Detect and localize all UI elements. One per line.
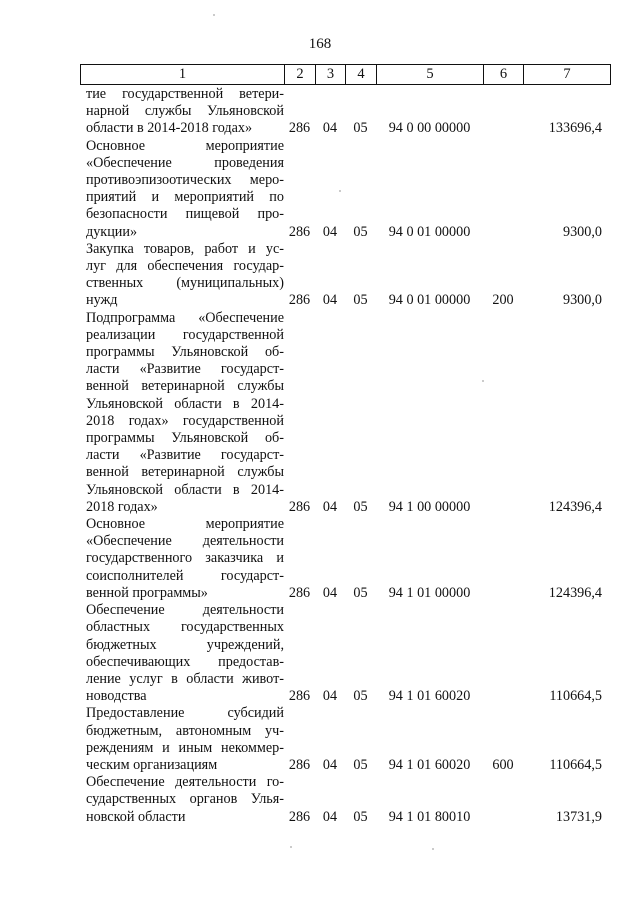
- code-section: 04: [322, 584, 338, 601]
- code-target-article: 94 0 01 00000: [388, 292, 471, 309]
- column-header-3: 3: [316, 65, 346, 85]
- description-line: бюджетным, автономным уч-: [86, 722, 284, 739]
- description-line: венной ветеринарной службы: [86, 378, 284, 395]
- code-section: 04: [322, 292, 338, 309]
- description-line: Обеспечение деятельности: [86, 602, 284, 619]
- description-line: сударственных органов Улья-: [86, 791, 284, 808]
- row-description: [80, 86, 284, 138]
- description-line: областных государственных: [86, 619, 284, 636]
- description-line: реждениям и иным некоммер-: [86, 739, 284, 756]
- amount: 110664,5: [549, 688, 602, 705]
- description-line: дукции»: [86, 223, 138, 240]
- description-line: новодства: [86, 688, 147, 705]
- code-subsection: 05: [353, 120, 368, 137]
- column-header-7: 7: [524, 65, 611, 85]
- table-row: [80, 241, 610, 310]
- description-line: нарной службы Ульяновской: [86, 103, 284, 120]
- code-target-article: 94 1 01 60020: [388, 688, 471, 705]
- description-line: Ульяновской области в 2014-: [86, 481, 284, 498]
- table-row: [80, 774, 610, 826]
- amount: 124396,4: [548, 584, 602, 601]
- row-description: [80, 138, 284, 241]
- description-line: Основное мероприятие: [86, 137, 284, 154]
- code-section: 04: [322, 223, 338, 240]
- code-ministry: 286: [288, 756, 311, 773]
- code-section: 04: [322, 756, 338, 773]
- page-number: 168: [308, 36, 332, 52]
- description-line: области в 2014-2018 годах»: [86, 120, 253, 137]
- description-line: Основное мероприятие: [86, 516, 284, 533]
- description-line: нужд: [86, 292, 118, 309]
- column-header-row: [81, 65, 611, 85]
- scan-speck: [213, 14, 215, 16]
- description-line: Обеспечение деятельности го-: [86, 774, 284, 791]
- column-header-2: 2: [285, 65, 316, 85]
- code-subsection: 05: [353, 584, 368, 601]
- code-subsection: 05: [353, 498, 368, 515]
- description-line: венной ветеринарной службы: [86, 464, 284, 481]
- amount: 9300,0: [562, 223, 602, 240]
- code-target-article: 94 0 01 00000: [388, 223, 471, 240]
- description-line: противоэпизоотических меро-: [86, 172, 284, 189]
- code-subsection: 05: [353, 292, 368, 309]
- amount: 13731,9: [555, 808, 602, 825]
- code-ministry: 286: [288, 688, 311, 705]
- table-row: [80, 86, 610, 138]
- description-line: новской области: [86, 808, 186, 825]
- scan-speck: [290, 846, 292, 848]
- description-line: программы Ульяновской об-: [86, 344, 284, 361]
- code-ministry: 286: [288, 292, 311, 309]
- description-line: «Обеспечение деятельности: [86, 533, 284, 550]
- code-ministry: 286: [288, 223, 311, 240]
- code-section: 04: [322, 498, 338, 515]
- code-ministry: 286: [288, 584, 311, 601]
- row-description: [80, 602, 284, 705]
- table-row: [80, 516, 610, 602]
- code-section: 04: [322, 688, 338, 705]
- amount: 9300,0: [562, 292, 602, 309]
- code-expense-type: 200: [492, 292, 514, 309]
- description-line: Предоставление субсидий: [86, 705, 284, 722]
- code-ministry: 286: [288, 120, 311, 137]
- description-line: ласти «Развитие государст-: [86, 447, 284, 464]
- description-line: бюджетных учреждений,: [86, 636, 284, 653]
- column-header-1: 1: [81, 65, 285, 85]
- table-row: [80, 138, 610, 241]
- code-target-article: 94 1 01 00000: [388, 584, 471, 601]
- description-line: луг для обеспечения государ-: [86, 258, 284, 275]
- table-row: [80, 310, 610, 516]
- code-subsection: 05: [353, 756, 368, 773]
- amount: 124396,4: [548, 498, 602, 515]
- row-description: [80, 516, 284, 602]
- description-line: 2018 годах» государственной: [86, 412, 284, 429]
- description-line: приятий и мероприятий по: [86, 189, 284, 206]
- description-line: тие государственной ветери-: [86, 86, 284, 102]
- amount: 133696,4: [548, 120, 602, 137]
- column-header-6: 6: [484, 65, 524, 85]
- code-subsection: 05: [353, 223, 368, 240]
- column-header-table: [80, 64, 611, 85]
- code-section: 04: [322, 120, 338, 137]
- code-target-article: 94 1 01 60020: [388, 756, 471, 773]
- code-target-article: 94 1 01 80010: [388, 808, 471, 825]
- description-line: ственных (муниципальных): [86, 275, 284, 292]
- description-line: безопасности пищевой про-: [86, 206, 284, 223]
- column-header-5: 5: [377, 65, 484, 85]
- table-row: [80, 705, 610, 774]
- scan-speck: [339, 190, 341, 192]
- description-line: программы Ульяновской об-: [86, 430, 284, 447]
- description-line: Ульяновской области в 2014-: [86, 395, 284, 412]
- description-line: государственного заказчика и: [86, 550, 284, 567]
- description-line: ческим организациям: [86, 756, 218, 773]
- code-ministry: 286: [288, 498, 311, 515]
- table-row: [80, 602, 610, 705]
- description-line: ление услуг в области живот-: [86, 670, 284, 687]
- description-line: обеспечивающих предостав-: [86, 653, 284, 670]
- description-line: реализации государственной: [86, 326, 284, 343]
- description-line: венной программы»: [86, 584, 208, 601]
- amount: 110664,5: [549, 756, 602, 773]
- row-description: [80, 774, 284, 826]
- description-line: Подпрограмма «Обеспечение: [86, 309, 284, 326]
- row-description: [80, 705, 284, 774]
- code-section: 04: [322, 808, 338, 825]
- row-description: [80, 241, 284, 310]
- description-line: ласти «Развитие государст-: [86, 361, 284, 378]
- description-line: Закупка товаров, работ и ус-: [86, 240, 284, 257]
- code-ministry: 286: [288, 808, 311, 825]
- code-subsection: 05: [353, 688, 368, 705]
- scan-speck: [482, 380, 484, 382]
- code-subsection: 05: [353, 808, 368, 825]
- description-line: соисполнителей государст-: [86, 567, 284, 584]
- budget-table-body: [80, 86, 610, 826]
- column-header-4: 4: [346, 65, 377, 85]
- description-line: 2018 годах»: [86, 498, 158, 515]
- scan-speck: [432, 848, 434, 850]
- row-description: [80, 310, 284, 516]
- code-target-article: 94 0 00 00000: [388, 120, 471, 137]
- code-expense-type: 600: [492, 756, 514, 773]
- code-target-article: 94 1 00 00000: [388, 498, 471, 515]
- description-line: «Обеспечение проведения: [86, 154, 284, 171]
